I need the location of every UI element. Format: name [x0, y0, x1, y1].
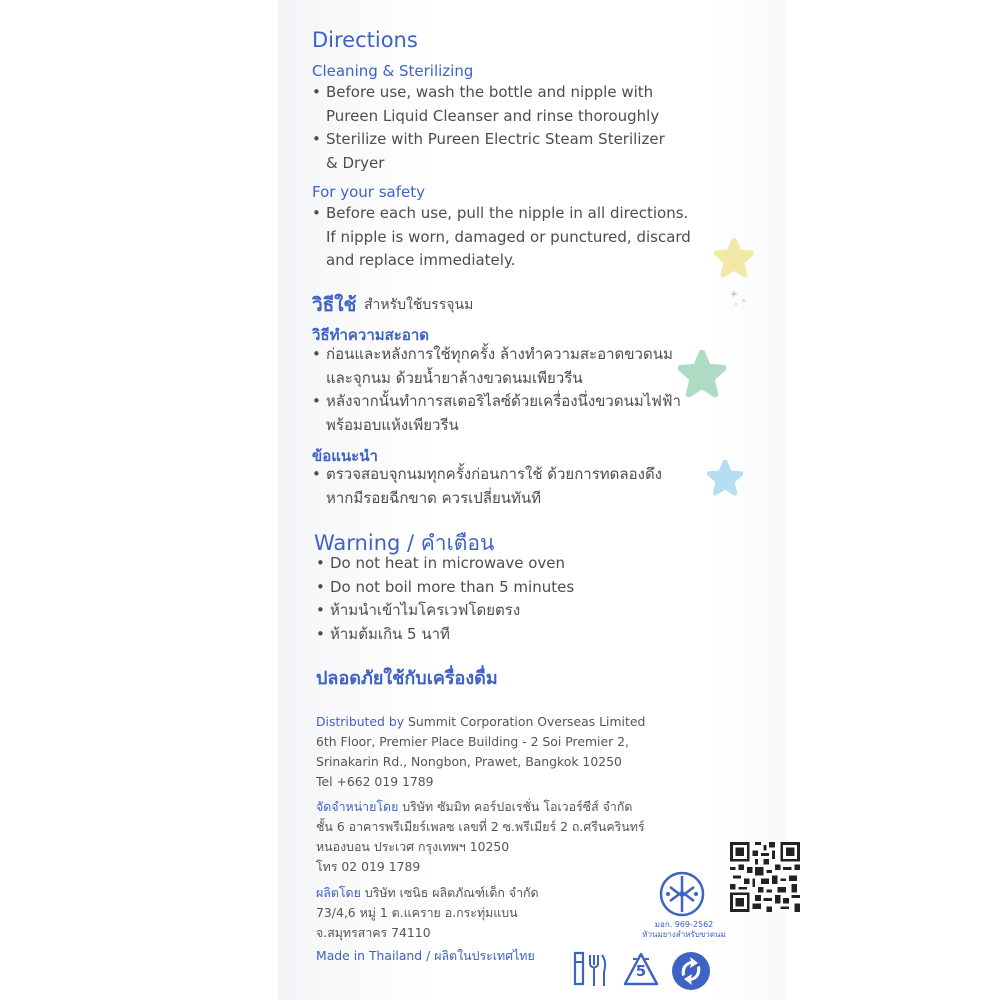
list-item-line: หลังจากนั้นทำการสเตอริไลซ์ด้วยเครื่องนึ่งขวดนมไฟฟ้า	[326, 392, 681, 410]
thai-directions-subtitle: สำหรับใช้บรรจุนม	[364, 297, 474, 313]
safe-use-heading: ปลอดภัยใช้กับเครื่องดื่ม	[316, 668, 498, 689]
list-item: • ห้ามต้มเกิน 5 นาที	[316, 623, 746, 647]
tis-caption: หัวนมยางสำหรับขวดนม	[642, 930, 726, 939]
list-item: • หลังจากนั้นทำการสเตอริไลซ์ด้วยเครื่องนึ่งขวดนมไฟฟ้า พร้อมอบแห้งเพียวรีน	[312, 390, 742, 437]
distributor-th-label: จัดจำหน่ายโดย	[316, 799, 399, 814]
warning-item: ห้ามต้มเกิน 5 นาที	[330, 624, 450, 643]
safety-heading: For your safety	[312, 183, 425, 201]
list-item-line: พร้อมอบแห้งเพียวรีน	[326, 415, 459, 434]
package-label-panel	[278, 0, 786, 1000]
list-item: • ตรวจสอบจุกนมทุกครั้งก่อนการใช้ ด้วยการทดลองดึง หากมีรอยฉีกขาด ควรเปลี่ยนทันที	[312, 463, 742, 510]
directions-title: Directions	[312, 28, 418, 52]
sparkle-icon	[728, 288, 752, 312]
list-item-line: ตรวจสอบจุกนมทุกครั้งก่อนการใช้ ด้วยการทดลองดึง	[326, 465, 663, 483]
list-item: • Before each use, pull the nipple in all directions. If nipple is worn, damaged or punctured, discard and replace immediately.	[312, 202, 742, 273]
list-item-line: & Dryer	[326, 153, 385, 172]
thai-cleaning-heading: วิธีทำความสะอาด	[312, 326, 430, 344]
list-item-line: Before each use, pull the nipple in all directions.	[326, 204, 689, 222]
thai-directions-title: วิธีใช้	[312, 294, 357, 316]
manufacturer-th-label: ผลิตโดย	[316, 885, 361, 900]
food-safe-icon	[570, 950, 612, 992]
list-item-line: Before use, wash the bottle and nipple with	[326, 83, 654, 101]
list-item-line: ก่อนและหลังการใช้ทุกครั้ง ล้างทำความสะอาดขวดนม	[326, 345, 673, 363]
warning-item: Do not boil more than 5 minutes	[330, 577, 575, 596]
distributor-en-line: Tel +662 019 1789	[316, 774, 434, 789]
distributor-en-line: Srinakarin Rd., Nongbon, Prawet, Bangkok 10250	[316, 754, 622, 769]
recyclable-icon	[670, 950, 712, 992]
distributor-th-block	[316, 797, 688, 877]
list-item: • Do not heat in microwave oven	[316, 552, 746, 576]
list-item: • ก่อนและหลังการใช้ทุกครั้ง ล้างทำความสะอาดขวดนม และจุกนม ด้วยน้ำยาล้างขวดนมเพียวรีน	[312, 343, 742, 390]
tis-caption-block	[634, 920, 734, 940]
manufacturer-th-line: บริษัท เซนิธ ผลิตภัณฑ์เด็ก จำกัด	[364, 885, 539, 900]
qr-code-icon	[730, 840, 800, 914]
list-item: • ห้ามนำเข้าไมโครเวฟโดยตรง	[316, 599, 746, 623]
distributor-en-block	[316, 712, 656, 792]
distributor-th-line: บริษัท ซัมมิท คอร์ปอเรชั่น โอเวอร์ซีส์ จำกัด	[402, 799, 633, 814]
manufacturer-th-block	[316, 883, 616, 943]
distributor-th-line: โทร 02 019 1789	[316, 859, 421, 874]
warning-item: Do not heat in microwave oven	[330, 554, 566, 572]
recycle-5-icon	[620, 950, 662, 992]
list-item-line: Sterilize with Pureen Electric Steam Sterilizer	[326, 130, 665, 148]
recycle-number: 5	[635, 962, 647, 980]
distributor-th-line: หนองบอน ประเวศ กรุงเทพฯ 10250	[316, 839, 510, 854]
list-item: • Do not boil more than 5 minutes	[316, 576, 746, 600]
distributor-en-label: Distributed by	[316, 714, 405, 729]
tis-standard-icon	[658, 870, 706, 918]
distributor-en-line: 6th Floor, Premier Place Building - 2 Soi Premier 2,	[316, 734, 629, 749]
cleaning-heading: Cleaning & Sterilizing	[312, 62, 474, 80]
warning-item: ห้ามนำเข้าไมโครเวฟโดยตรง	[330, 601, 521, 619]
list-item-line: and replace immediately.	[326, 251, 516, 269]
manufacturer-th-line: จ.สมุทรสาคร 74110	[316, 925, 431, 940]
list-item-line: If nipple is worn, damaged or punctured, discard	[326, 227, 691, 246]
list-item-line: หากมีรอยฉีกขาด ควรเปลี่ยนทันที	[326, 488, 542, 507]
distributor-th-line: ชั้น 6 อาคารพรีเมียร์เพลซ เลขที่ 2 ซ.พรีเมียร์ 2 ถ.ศรีนครินทร์	[316, 819, 645, 834]
warning-title: Warning / คำเตือน	[314, 531, 495, 555]
list-item-line: Pureen Liquid Cleanser and rinse thoroughly	[326, 106, 660, 125]
warning-list	[316, 552, 746, 646]
manufacturer-th-line: 73/4,6 หมู่ 1 ต.แคราย อ.กระทุ่มแบน	[316, 905, 518, 920]
thai-advice-heading: ข้อแนะนำ	[312, 447, 378, 465]
distributor-en-line: Summit Corporation Overseas Limited	[408, 714, 646, 729]
tis-standard-number: มอก. 969-2562	[654, 920, 714, 929]
list-item: • Sterilize with Pureen Electric Steam Sterilizer & Dryer	[312, 128, 742, 175]
list-item: • Before use, wash the bottle and nipple with Pureen Liquid Cleanser and rinse thoroughly	[312, 81, 742, 128]
list-item-line: และจุกนม ด้วยน้ำยาล้างขวดนมเพียวรีน	[326, 368, 583, 387]
made-in-text: Made in Thailand / ผลิตในประเทศไทย	[316, 948, 535, 963]
